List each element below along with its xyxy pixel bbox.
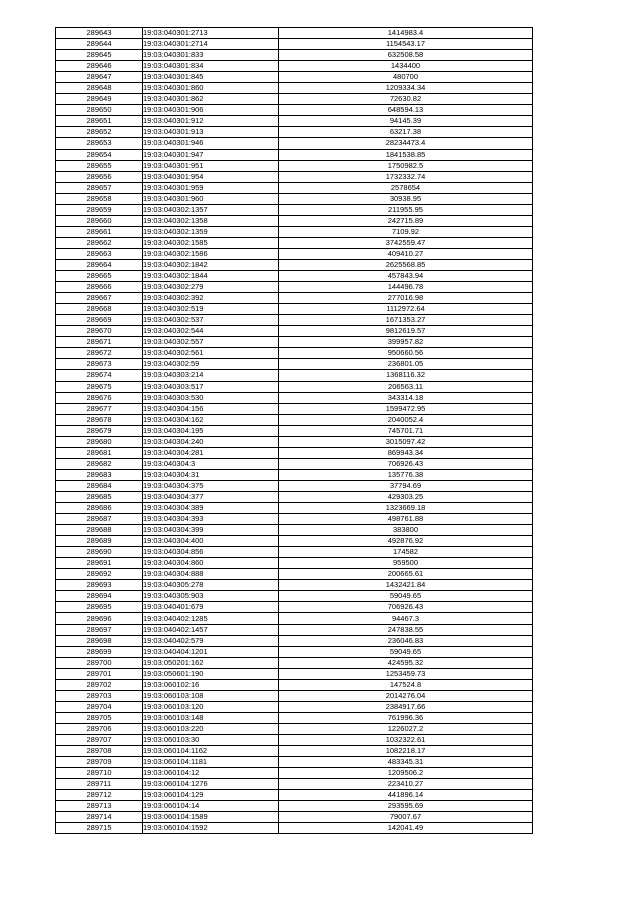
cadastral-value-cell: 429303.25	[279, 491, 533, 502]
cadastral-value-cell: 648594.13	[279, 105, 533, 116]
cadastral-number-cell: 19:03:060104:1181	[143, 757, 279, 768]
table-row	[56, 381, 533, 392]
row-number-cell: 289701	[56, 668, 143, 679]
row-number-cell: 289711	[56, 779, 143, 790]
cadastral-number-cell: 19:03:040301:860	[143, 83, 279, 94]
row-number-cell: 289709	[56, 757, 143, 768]
cadastral-value-cell: 242715.89	[279, 215, 533, 226]
cadastral-value-cell: 3015097.42	[279, 436, 533, 447]
table-row	[56, 72, 533, 83]
cadastral-number-cell: 19:03:040304:195	[143, 425, 279, 436]
row-number-cell: 289683	[56, 469, 143, 480]
cadastral-number-cell: 19:03:040303:530	[143, 392, 279, 403]
cadastral-number-cell: 19:03:060104:14	[143, 801, 279, 812]
table-row	[56, 657, 533, 668]
cadastral-value-cell: 950660.56	[279, 348, 533, 359]
table-row	[56, 801, 533, 812]
cadastral-number-cell: 19:03:040301:959	[143, 182, 279, 193]
table-row	[56, 293, 533, 304]
cadastral-number-cell: 19:03:040304:389	[143, 503, 279, 514]
row-number-cell: 289654	[56, 149, 143, 160]
cadastral-value-cell: 1599472.95	[279, 403, 533, 414]
cadastral-value-cell: 147524.8	[279, 679, 533, 690]
row-number-cell: 289677	[56, 403, 143, 414]
table-row	[56, 701, 533, 712]
cadastral-value-cell: 277016.98	[279, 293, 533, 304]
row-number-cell: 289657	[56, 182, 143, 193]
cadastral-number-cell: 19:03:040304:3	[143, 458, 279, 469]
cadastral-number-cell: 19:03:040301:960	[143, 193, 279, 204]
cadastral-value-cell: 236801.05	[279, 359, 533, 370]
row-number-cell: 289671	[56, 337, 143, 348]
cadastral-number-cell: 19:03:060104:129	[143, 790, 279, 801]
row-number-cell: 289645	[56, 50, 143, 61]
cadastral-number-cell: 19:03:040304:400	[143, 536, 279, 547]
cadastral-value-cell: 761996.36	[279, 712, 533, 723]
cadastral-value-cell: 28234473.4	[279, 138, 533, 149]
cadastral-value-cell: 1671353.27	[279, 315, 533, 326]
row-number-cell: 289693	[56, 580, 143, 591]
row-number-cell: 289656	[56, 171, 143, 182]
table-row	[56, 149, 533, 160]
row-number-cell: 289684	[56, 480, 143, 491]
table-row	[56, 226, 533, 237]
cadastral-value-cell: 30938.95	[279, 193, 533, 204]
table-row	[56, 668, 533, 679]
table-row	[56, 469, 533, 480]
table-row	[56, 624, 533, 635]
row-number-cell: 289643	[56, 28, 143, 39]
cadastral-number-cell: 19:03:040301:834	[143, 61, 279, 72]
cadastral-number-cell: 19:03:040304:399	[143, 525, 279, 536]
cadastral-number-cell: 19:03:040304:31	[143, 469, 279, 480]
row-number-cell: 289708	[56, 746, 143, 757]
cadastral-value-cell: 223410.27	[279, 779, 533, 790]
table-row	[56, 348, 533, 359]
table-row	[56, 447, 533, 458]
table-row	[56, 712, 533, 723]
table-row	[56, 193, 533, 204]
table-row	[56, 536, 533, 547]
row-number-cell: 289682	[56, 458, 143, 469]
row-number-cell: 289687	[56, 514, 143, 525]
cadastral-value-cell: 2625568.85	[279, 259, 533, 270]
cadastral-number-cell: 19:03:040302:1359	[143, 226, 279, 237]
row-number-cell: 289688	[56, 525, 143, 536]
table-row	[56, 271, 533, 282]
table-row	[56, 646, 533, 657]
table-row	[56, 812, 533, 823]
cadastral-number-cell: 19:03:040303:517	[143, 381, 279, 392]
row-number-cell: 289666	[56, 282, 143, 293]
row-number-cell: 289651	[56, 116, 143, 127]
cadastral-number-cell: 19:03:040301:913	[143, 127, 279, 138]
table-row	[56, 580, 533, 591]
cadastral-value-cell: 59049.65	[279, 591, 533, 602]
cadastral-value-cell: 37794.69	[279, 480, 533, 491]
table-row	[56, 635, 533, 646]
table-row	[56, 105, 533, 116]
row-number-cell: 289663	[56, 248, 143, 259]
cadastral-number-cell: 19:03:040304:888	[143, 569, 279, 580]
table-row	[56, 138, 533, 149]
cadastral-value-cell: 1841538.85	[279, 149, 533, 160]
table-row	[56, 547, 533, 558]
row-number-cell: 289697	[56, 624, 143, 635]
table-row	[56, 514, 533, 525]
row-number-cell: 289660	[56, 215, 143, 226]
cadastral-value-cell: 2384917.66	[279, 701, 533, 712]
row-number-cell: 289713	[56, 801, 143, 812]
table-row	[56, 558, 533, 569]
cadastral-value-cell: 1434400	[279, 61, 533, 72]
row-number-cell: 289696	[56, 613, 143, 624]
table-row	[56, 237, 533, 248]
row-number-cell: 289699	[56, 646, 143, 657]
table-row	[56, 757, 533, 768]
cadastral-value-cell: 1112972.64	[279, 304, 533, 315]
cadastral-number-cell: 19:03:040301:912	[143, 116, 279, 127]
cadastral-number-cell: 19:03:040304:162	[143, 414, 279, 425]
table-row	[56, 359, 533, 370]
table-row	[56, 392, 533, 403]
row-number-cell: 289690	[56, 547, 143, 558]
row-number-cell: 289685	[56, 491, 143, 502]
row-number-cell: 289698	[56, 635, 143, 646]
cadastral-value-cell: 492876.92	[279, 536, 533, 547]
cadastral-value-cell: 3742559.47	[279, 237, 533, 248]
table-row	[56, 458, 533, 469]
cadastral-number-cell: 19:03:040401:679	[143, 602, 279, 613]
table-row	[56, 326, 533, 337]
table-row	[56, 779, 533, 790]
row-number-cell: 289658	[56, 193, 143, 204]
cadastral-value-cell: 79007.67	[279, 812, 533, 823]
row-number-cell: 289676	[56, 392, 143, 403]
table-row	[56, 735, 533, 746]
cadastral-number-cell: 19:03:040302:1844	[143, 271, 279, 282]
row-number-cell: 289669	[56, 315, 143, 326]
cadastral-value-cell: 1082218.17	[279, 746, 533, 757]
table-row	[56, 127, 533, 138]
table-row	[56, 182, 533, 193]
cadastral-number-cell: 19:03:060102:16	[143, 679, 279, 690]
table-row	[56, 414, 533, 425]
table-row	[56, 403, 533, 414]
table-row	[56, 116, 533, 127]
table-row	[56, 790, 533, 801]
table-row	[56, 823, 533, 834]
table-row	[56, 282, 533, 293]
cadastral-number-cell: 19:03:060104:12	[143, 768, 279, 779]
cadastral-number-cell: 19:03:040301:2713	[143, 28, 279, 39]
row-number-cell: 289680	[56, 436, 143, 447]
row-number-cell: 289667	[56, 293, 143, 304]
row-number-cell: 289694	[56, 591, 143, 602]
cadastral-value-cell: 2014276.04	[279, 690, 533, 701]
row-number-cell: 289650	[56, 105, 143, 116]
cadastral-value-cell: 1253459.73	[279, 668, 533, 679]
cadastral-value-cell: 2040052.4	[279, 414, 533, 425]
cadastral-number-cell: 19:03:040304:156	[143, 403, 279, 414]
cadastral-number-cell: 19:03:040302:279	[143, 282, 279, 293]
row-number-cell: 289661	[56, 226, 143, 237]
row-number-cell: 289653	[56, 138, 143, 149]
row-number-cell: 289712	[56, 790, 143, 801]
cadastral-value-cell: 1432421.84	[279, 580, 533, 591]
cadastral-number-cell: 19:03:040302:392	[143, 293, 279, 304]
table-body	[56, 28, 533, 834]
cadastral-value-cell: 483345.31	[279, 757, 533, 768]
table-row	[56, 39, 533, 50]
table-row	[56, 370, 533, 381]
table-row	[56, 723, 533, 734]
cadastral-number-cell: 19:03:060103:148	[143, 712, 279, 723]
cadastral-number-cell: 19:03:040302:1586	[143, 248, 279, 259]
cadastral-value-cell: 7109.92	[279, 226, 533, 237]
row-number-cell: 289710	[56, 768, 143, 779]
cadastral-value-cell: 424595.32	[279, 657, 533, 668]
cadastral-number-cell: 19:03:050201:162	[143, 657, 279, 668]
cadastral-value-table	[55, 27, 533, 834]
cadastral-number-cell: 19:03:040301:951	[143, 160, 279, 171]
cadastral-value-cell: 63217.38	[279, 127, 533, 138]
row-number-cell: 289695	[56, 602, 143, 613]
cadastral-value-cell: 142041.49	[279, 823, 533, 834]
cadastral-number-cell: 19:03:040302:1842	[143, 259, 279, 270]
cadastral-number-cell: 19:03:040302:1357	[143, 204, 279, 215]
cadastral-value-cell: 200665.61	[279, 569, 533, 580]
row-number-cell: 289678	[56, 414, 143, 425]
cadastral-value-cell: 236046.83	[279, 635, 533, 646]
cadastral-value-cell: 409410.27	[279, 248, 533, 259]
cadastral-value-cell: 959500	[279, 558, 533, 569]
table-row	[56, 304, 533, 315]
row-number-cell: 289648	[56, 83, 143, 94]
table-row	[56, 160, 533, 171]
table-row	[56, 525, 533, 536]
cadastral-value-cell: 1368116.32	[279, 370, 533, 381]
row-number-cell: 289703	[56, 690, 143, 701]
table-row	[56, 50, 533, 61]
cadastral-number-cell: 19:03:060104:1162	[143, 746, 279, 757]
cadastral-number-cell: 19:03:040302:59	[143, 359, 279, 370]
row-number-cell: 289673	[56, 359, 143, 370]
cadastral-number-cell: 19:03:040301:845	[143, 72, 279, 83]
cadastral-value-cell: 869943.34	[279, 447, 533, 458]
cadastral-value-cell: 632508.58	[279, 50, 533, 61]
table-row	[56, 768, 533, 779]
cadastral-number-cell: 19:03:040302:519	[143, 304, 279, 315]
row-number-cell: 289686	[56, 503, 143, 514]
row-number-cell: 289664	[56, 259, 143, 270]
cadastral-value-cell: 441896.14	[279, 790, 533, 801]
cadastral-number-cell: 19:03:040304:240	[143, 436, 279, 447]
cadastral-value-cell: 706926.43	[279, 602, 533, 613]
cadastral-number-cell: 19:03:040304:860	[143, 558, 279, 569]
cadastral-number-cell: 19:03:040402:1285	[143, 613, 279, 624]
row-number-cell: 289700	[56, 657, 143, 668]
row-number-cell: 289679	[56, 425, 143, 436]
row-number-cell: 289649	[56, 94, 143, 105]
cadastral-number-cell: 19:03:060103:30	[143, 735, 279, 746]
cadastral-value-cell: 745701.71	[279, 425, 533, 436]
cadastral-number-cell: 19:03:040301:954	[143, 171, 279, 182]
row-number-cell: 289668	[56, 304, 143, 315]
cadastral-number-cell: 19:03:060103:120	[143, 701, 279, 712]
table-row	[56, 315, 533, 326]
table-row	[56, 337, 533, 348]
cadastral-number-cell: 19:03:050601:190	[143, 668, 279, 679]
cadastral-value-cell: 383800	[279, 525, 533, 536]
row-number-cell: 289652	[56, 127, 143, 138]
cadastral-value-cell: 1032322.61	[279, 735, 533, 746]
table-row	[56, 28, 533, 39]
cadastral-value-cell: 144496.78	[279, 282, 533, 293]
row-number-cell: 289674	[56, 370, 143, 381]
table-row	[56, 480, 533, 491]
cadastral-value-cell: 457843.94	[279, 271, 533, 282]
table-row	[56, 215, 533, 226]
table-row	[56, 613, 533, 624]
cadastral-value-cell: 59049.65	[279, 646, 533, 657]
cadastral-value-cell: 1323669.18	[279, 503, 533, 514]
cadastral-number-cell: 19:03:040304:281	[143, 447, 279, 458]
row-number-cell: 289675	[56, 381, 143, 392]
cadastral-value-cell: 94467.3	[279, 613, 533, 624]
cadastral-value-cell: 343314.18	[279, 392, 533, 403]
cadastral-number-cell: 19:03:060103:108	[143, 690, 279, 701]
table-row	[56, 679, 533, 690]
cadastral-value-cell: 1209334.34	[279, 83, 533, 94]
row-number-cell: 289707	[56, 735, 143, 746]
cadastral-number-cell: 19:03:040304:393	[143, 514, 279, 525]
cadastral-value-cell: 1154543.17	[279, 39, 533, 50]
cadastral-value-cell: 94145.39	[279, 116, 533, 127]
cadastral-value-cell: 1226027.2	[279, 723, 533, 734]
cadastral-value-cell: 72630.82	[279, 94, 533, 105]
table-row	[56, 204, 533, 215]
cadastral-value-cell: 480700	[279, 72, 533, 83]
cadastral-number-cell: 19:03:060103:220	[143, 723, 279, 734]
row-number-cell: 289646	[56, 61, 143, 72]
cadastral-value-cell: 1209506.2	[279, 768, 533, 779]
row-number-cell: 289702	[56, 679, 143, 690]
cadastral-value-cell: 1750982.5	[279, 160, 533, 171]
cadastral-value-cell: 1414983.4	[279, 28, 533, 39]
row-number-cell: 289659	[56, 204, 143, 215]
row-number-cell: 289681	[56, 447, 143, 458]
cadastral-number-cell: 19:03:040301:833	[143, 50, 279, 61]
cadastral-number-cell: 19:03:040402:579	[143, 635, 279, 646]
table-row	[56, 503, 533, 514]
cadastral-value-cell: 9812619.57	[279, 326, 533, 337]
cadastral-value-cell: 2578654	[279, 182, 533, 193]
table-row	[56, 591, 533, 602]
cadastral-number-cell: 19:03:040301:2714	[143, 39, 279, 50]
cadastral-value-cell: 247838.55	[279, 624, 533, 635]
cadastral-value-cell: 174582	[279, 547, 533, 558]
table-row	[56, 569, 533, 580]
cadastral-number-cell: 19:03:040301:906	[143, 105, 279, 116]
cadastral-number-cell: 19:03:040304:856	[143, 547, 279, 558]
row-number-cell: 289647	[56, 72, 143, 83]
cadastral-value-cell: 399957.82	[279, 337, 533, 348]
cadastral-number-cell: 19:03:040303:214	[143, 370, 279, 381]
row-number-cell: 289692	[56, 569, 143, 580]
cadastral-number-cell: 19:03:040302:1585	[143, 237, 279, 248]
cadastral-number-cell: 19:03:040305:903	[143, 591, 279, 602]
row-number-cell: 289662	[56, 237, 143, 248]
row-number-cell: 289689	[56, 536, 143, 547]
cadastral-number-cell: 19:03:040301:947	[143, 149, 279, 160]
row-number-cell: 289644	[56, 39, 143, 50]
row-number-cell: 289691	[56, 558, 143, 569]
table-row	[56, 259, 533, 270]
cadastral-number-cell: 19:03:040302:537	[143, 315, 279, 326]
cadastral-value-cell: 135776.38	[279, 469, 533, 480]
cadastral-value-cell: 211955.95	[279, 204, 533, 215]
cadastral-number-cell: 19:03:040301:862	[143, 94, 279, 105]
table-row	[56, 61, 533, 72]
cadastral-value-cell: 706926.43	[279, 458, 533, 469]
cadastral-value-cell: 206563.11	[279, 381, 533, 392]
cadastral-number-cell: 19:03:040304:377	[143, 491, 279, 502]
row-number-cell: 289670	[56, 326, 143, 337]
cadastral-number-cell: 19:03:040302:557	[143, 337, 279, 348]
cadastral-number-cell: 19:03:060104:1276	[143, 779, 279, 790]
table-row	[56, 746, 533, 757]
table-row	[56, 602, 533, 613]
row-number-cell: 289655	[56, 160, 143, 171]
table-row	[56, 248, 533, 259]
row-number-cell: 289715	[56, 823, 143, 834]
table-row	[56, 83, 533, 94]
row-number-cell: 289665	[56, 271, 143, 282]
cadastral-value-cell: 1732332.74	[279, 171, 533, 182]
table-row	[56, 491, 533, 502]
cadastral-value-cell: 498761.88	[279, 514, 533, 525]
row-number-cell: 289714	[56, 812, 143, 823]
cadastral-number-cell: 19:03:040302:1358	[143, 215, 279, 226]
table-row	[56, 425, 533, 436]
table-row	[56, 171, 533, 182]
row-number-cell: 289704	[56, 701, 143, 712]
table-row	[56, 94, 533, 105]
cadastral-number-cell: 19:03:040304:375	[143, 480, 279, 491]
table-row	[56, 436, 533, 447]
cadastral-number-cell: 19:03:040302:561	[143, 348, 279, 359]
cadastral-number-cell: 19:03:040305:278	[143, 580, 279, 591]
cadastral-number-cell: 19:03:060104:1589	[143, 812, 279, 823]
cadastral-number-cell: 19:03:040301:946	[143, 138, 279, 149]
row-number-cell: 289672	[56, 348, 143, 359]
table-row	[56, 690, 533, 701]
cadastral-number-cell: 19:03:060104:1592	[143, 823, 279, 834]
row-number-cell: 289705	[56, 712, 143, 723]
row-number-cell: 289706	[56, 723, 143, 734]
cadastral-number-cell: 19:03:040302:544	[143, 326, 279, 337]
cadastral-number-cell: 19:03:040402:1457	[143, 624, 279, 635]
cadastral-value-cell: 293595.69	[279, 801, 533, 812]
cadastral-number-cell: 19:03:040404:1201	[143, 646, 279, 657]
